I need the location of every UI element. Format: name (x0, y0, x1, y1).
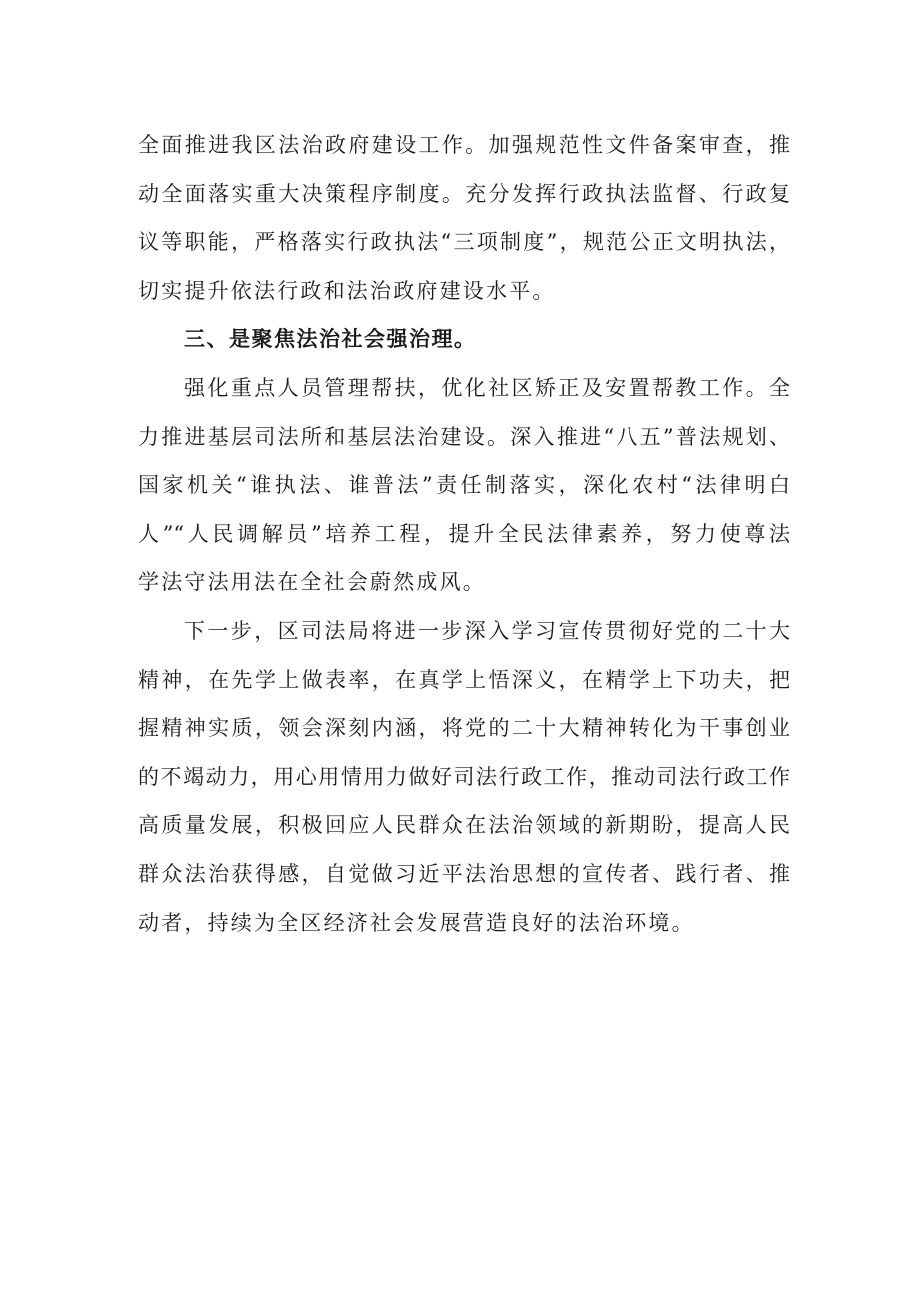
text-line: 强化重点人员管理帮扶，优化社区矫正及安置帮教工作。全 (184, 375, 790, 400)
text-line: 精神，在先学上做表率，在真学上悟深义，在精学上下功夫，把 (138, 667, 790, 692)
text-line: 动者，持续为全区经济社会发展营造良好的法治环境。 (138, 910, 695, 935)
paragraph-rule-of-law-government (138, 121, 790, 315)
text-line: 力推进基层司法所和基层法治建设。深入推进“八五”普法规划、 (138, 424, 790, 449)
text-line: 动全面落实重大决策程序制度。充分发挥行政执法监督、行政复 (138, 181, 790, 206)
text-line: 学法守法用法在全社会蔚然成风。 (138, 570, 486, 595)
document-body (138, 121, 790, 947)
text-line: 握精神实质，领会深刻内涵，将党的二十大精神转化为干事创业 (138, 716, 790, 741)
text-line: 全面推进我区法治政府建设工作。加强规范性文件备案审查，推 (138, 133, 790, 157)
text-line: 下一步，区司法局将进一步深入学习宣传贯彻好党的二十大 (184, 618, 790, 643)
text-line: 议等职能，严格落实行政执法“三项制度”，规范公正文明执法， (138, 230, 790, 255)
paragraph-next-steps (138, 607, 790, 947)
text-line: 国家机关“谁执法、谁普法”责任制落实，深化农村“法律明白 (138, 473, 790, 498)
text-line: 切实提升依法行政和法治政府建设水平。 (138, 278, 556, 303)
section-heading: 三、是聚焦法治社会强治理。 (184, 327, 477, 352)
text-line: 的不竭动力，用心用情用力做好司法行政工作，推动司法行政工作 (138, 764, 790, 789)
text-line: 高质量发展，积极回应人民群众在法治领域的新期盼，提高人民 (138, 813, 790, 838)
text-line: 人”“人民调解员”培养工程，提升全民法律素养，努力使尊法 (138, 521, 790, 546)
paragraph-rule-of-law-society (138, 364, 790, 607)
text-line: 群众法治获得感，自觉做习近平法治思想的宣传者、践行者、推 (138, 861, 790, 886)
